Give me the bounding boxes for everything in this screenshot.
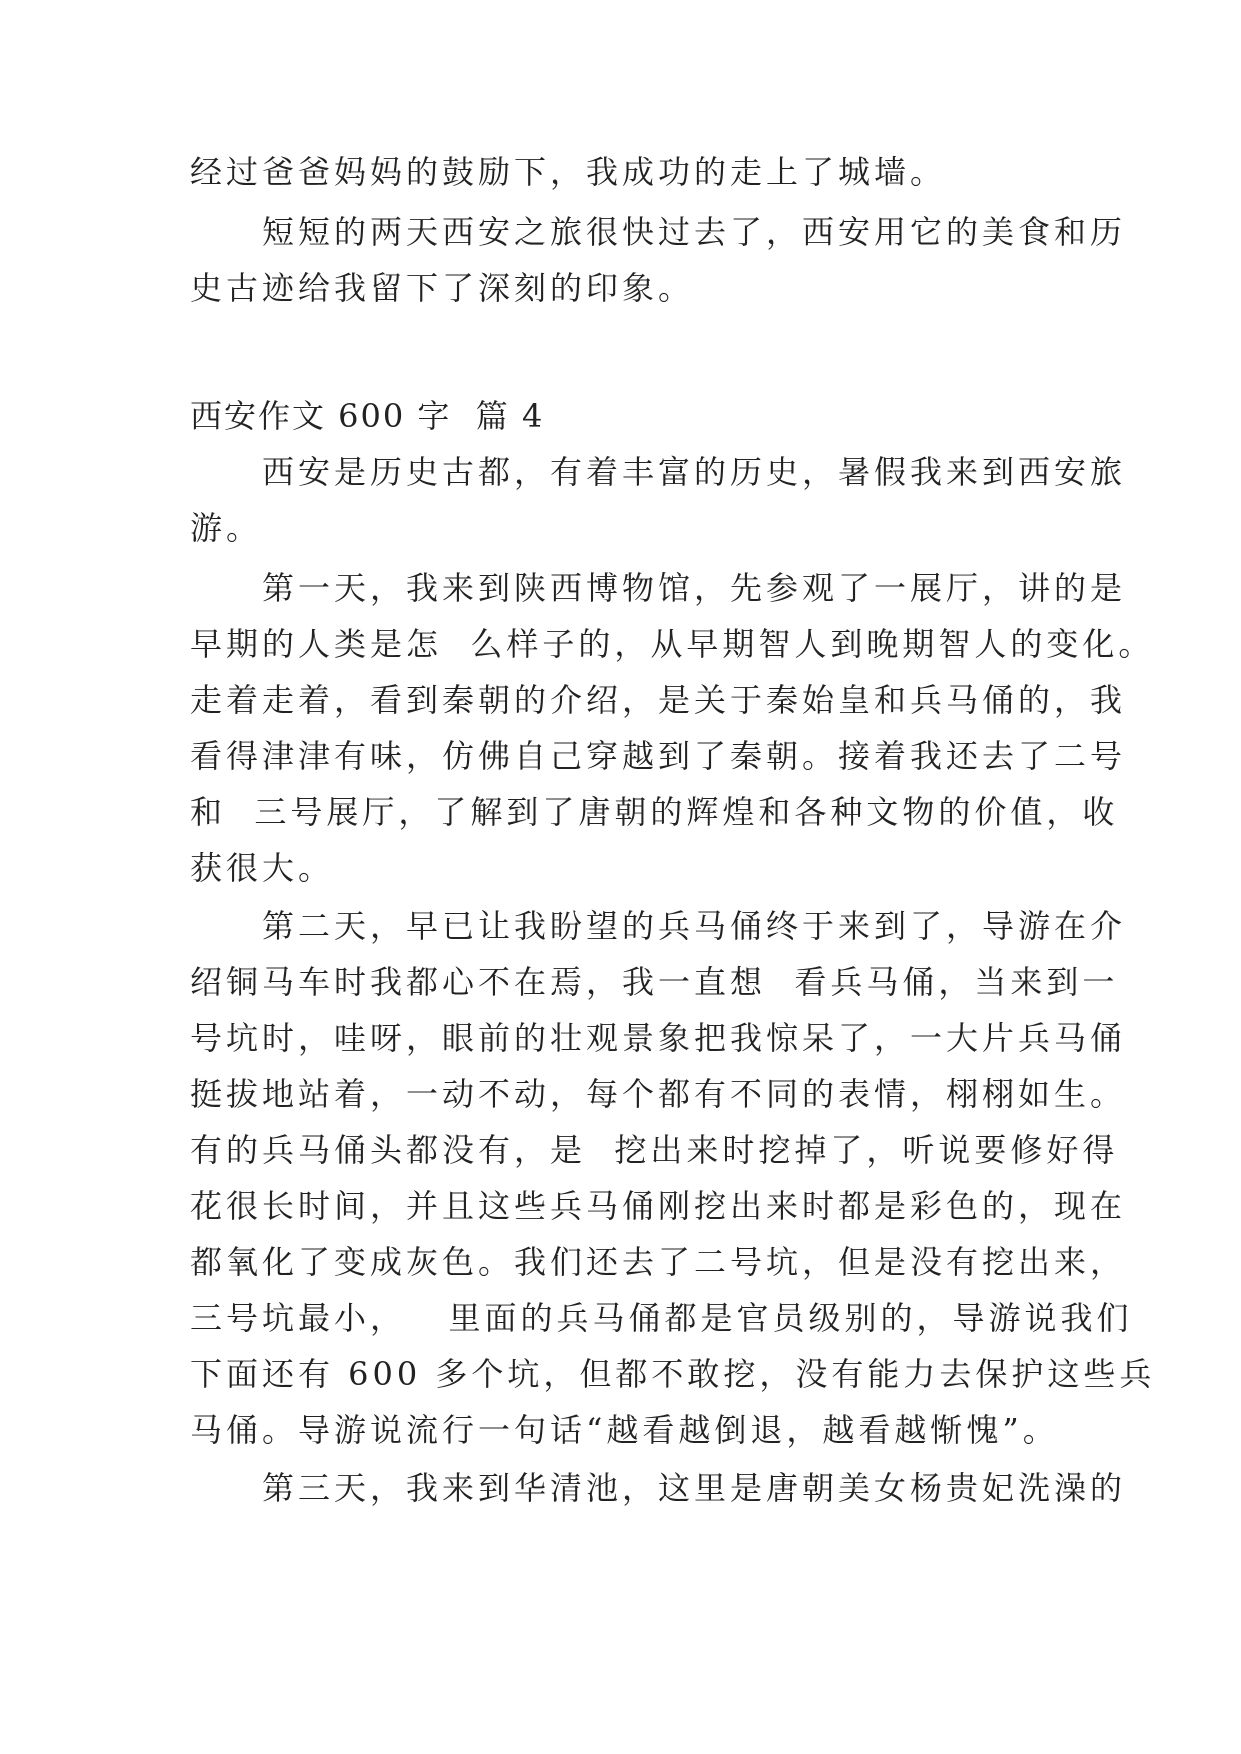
text-line: 早期的人类是怎 么样子的，从早期智人到晚期智人的变化。 bbox=[190, 625, 1155, 663]
text-line: 走着走着，看到秦朝的介绍，是关于秦始皇和兵马俑的，我 bbox=[190, 681, 1127, 719]
text-line: 三号坑最小， 里面的兵马俑都是官员级别的，导游说我们 bbox=[190, 1299, 1133, 1337]
text-line: 号坑时，哇呀，眼前的壮观景象把我惊呆了，一大片兵马俑 bbox=[190, 1019, 1127, 1057]
text-line: 第三天，我来到华清池，这里是唐朝美女杨贵妃洗澡的 bbox=[190, 1469, 1127, 1507]
text-line: 有的兵马俑头都没有，是 挖出来时挖掉了，听说要修好得 bbox=[190, 1131, 1119, 1169]
text-line: 经过爸爸妈妈的鼓励下，我成功的走上了城墙。 bbox=[190, 153, 947, 191]
text-line: 获很大。 bbox=[190, 849, 335, 887]
text-line: 短短的两天西安之旅很快过去了，西安用它的美食和历 bbox=[190, 213, 1127, 251]
section-heading: 西安作文 600 字 篇 4 bbox=[190, 397, 545, 435]
text-line: 挺拔地站着，一动不动，每个都有不同的表情，栩栩如生。 bbox=[190, 1075, 1127, 1113]
text-line: 和 三号展厅，了解到了唐朝的辉煌和各种文物的价值，收 bbox=[190, 793, 1119, 831]
text-line: 马俑。导游说流行一句话“越看越倒退，越看越惭愧”。 bbox=[190, 1411, 1059, 1449]
text-line: 西安是历史古都，有着丰富的历史，暑假我来到西安旅 bbox=[190, 453, 1127, 491]
text-line: 史古迹给我留下了深刻的印象。 bbox=[190, 269, 695, 307]
text-line: 第二天，早已让我盼望的兵马俑终于来到了，导游在介 bbox=[190, 907, 1127, 945]
text-line: 都氧化了变成灰色。我们还去了二号坑，但是没有挖出来， bbox=[190, 1243, 1127, 1281]
text-line: 花很长时间，并且这些兵马俑刚挖出来时都是彩色的，现在 bbox=[190, 1187, 1127, 1225]
text-line: 看得津津有味，仿佛自己穿越到了秦朝。接着我还去了二号 bbox=[190, 737, 1127, 775]
text-line: 游。 bbox=[190, 509, 263, 547]
text-line: 第一天，我来到陕西博物馆，先参观了一展厅，讲的是 bbox=[190, 569, 1127, 607]
text-line: 绍铜马车时我都心不在焉，我一直想 看兵马俑，当来到一 bbox=[190, 963, 1119, 1001]
text-line: 下面还有 600 多个坑，但都不敢挖，没有能力去保护这些兵 bbox=[190, 1355, 1156, 1393]
